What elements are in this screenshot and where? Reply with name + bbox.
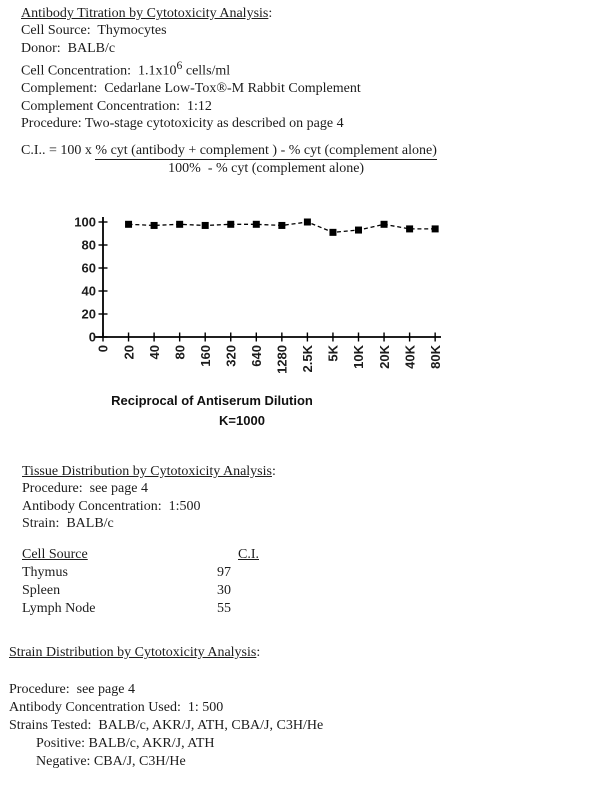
y-tick-label: 20 <box>81 306 96 322</box>
strains-positive-line: Positive: BALB/c, AKR/J, ATH <box>36 736 215 752</box>
y-tick-label: 60 <box>81 260 96 276</box>
x-tick-label: 80K <box>427 345 443 369</box>
x-axis-title: Reciprocal of Antiserum Dilution <box>111 393 313 408</box>
tissue-heading-text: Tissue Distribution by Cytotoxicity Analysis <box>22 464 272 479</box>
table-row <box>22 582 442 600</box>
data-point-marker <box>304 219 311 226</box>
tissue-heading-colon: : <box>271 464 276 479</box>
data-point-marker <box>176 221 183 228</box>
cell-concentration-unit: cells/ml <box>182 63 231 79</box>
formula-fraction <box>95 142 436 178</box>
ci-value: 30 <box>217 582 231 598</box>
tissue-heading <box>22 463 442 480</box>
data-point-marker <box>151 222 158 229</box>
tissue-strain-line: Strain: BALB/c <box>22 516 114 532</box>
cell-source-value: Spleen <box>22 582 61 598</box>
titration-chart <box>60 210 490 438</box>
x-tick-label: 640 <box>249 345 264 367</box>
tissue-table-header-row <box>22 546 442 564</box>
x-tick-label: 160 <box>197 345 213 367</box>
data-point-marker <box>125 221 132 228</box>
strains-tested-line: Strains Tested: BALB/c, AKR/J, ATH, CBA/J, C3H/He <box>9 718 324 734</box>
x-tick-label: 5K <box>325 345 341 362</box>
data-point-marker <box>406 225 413 232</box>
titration-heading <box>21 5 581 22</box>
formula-prefix: C.I.. = 100 x <box>21 142 96 158</box>
x-tick-label: 320 <box>223 345 239 367</box>
data-point-marker <box>381 221 388 228</box>
x-tick-label: 40K <box>402 345 418 369</box>
y-tick-label: 0 <box>88 329 96 345</box>
x-tick-label: 0 <box>95 345 111 353</box>
formula-denominator: 100% - % cyt (complement alone) <box>168 160 365 176</box>
formula-numerator: % cyt (antibody + complement ) - % cyt (complement alone) <box>95 142 437 158</box>
cell-source-value: Thymus <box>22 564 68 580</box>
table-row <box>22 600 442 618</box>
x-tick-label: 20K <box>376 345 392 369</box>
cell-concentration-line <box>21 57 581 80</box>
x-axis-note: K=1000 <box>219 413 265 428</box>
strains-negative-line: Negative: CBA/J, C3H/He <box>36 754 186 770</box>
cell-concentration-exponent: 6 <box>176 59 183 73</box>
tissue-table <box>22 546 442 618</box>
x-tick-label: 10K <box>351 345 367 369</box>
ci-value: 55 <box>217 600 231 616</box>
strain-procedure-line: Procedure: see page 4 <box>9 682 135 698</box>
ci-formula <box>21 142 581 178</box>
y-tick-label: 80 <box>81 237 96 253</box>
titration-heading-text: Antibody Titration by Cytotoxicity Analysis <box>21 6 269 21</box>
x-tick-label: 40 <box>146 345 162 360</box>
col-header-ci: C.I. <box>238 546 259 562</box>
complement-concentration-line: Complement Concentration: 1:12 <box>21 98 212 114</box>
cell-source-value: Lymph Node <box>22 600 96 616</box>
strain-heading <box>9 644 569 661</box>
y-tick-label: 40 <box>81 283 96 299</box>
tissue-procedure-line: Procedure: see page 4 <box>22 481 148 497</box>
data-point-marker <box>355 227 362 234</box>
x-tick-label: 20 <box>121 345 137 360</box>
titration-heading-colon: : <box>268 6 273 21</box>
x-tick-label: 80 <box>172 345 188 360</box>
procedure-line: Procedure: Two-stage cytotoxicity as described on page 4 <box>21 116 344 132</box>
strain-heading-text: Strain Distribution by Cytotoxicity Analysis <box>9 645 257 660</box>
table-row <box>22 564 442 582</box>
data-point-marker <box>329 229 336 236</box>
x-tick-label: 1280 <box>274 345 290 374</box>
data-point-marker <box>202 222 209 229</box>
complement-line: Complement: Cedarlane Low-Tox®-M Rabbit Complement <box>21 81 361 97</box>
y-tick-label: 100 <box>74 214 96 230</box>
strain-section <box>9 644 569 771</box>
titration-section <box>21 5 581 178</box>
data-point-marker <box>278 222 285 229</box>
strain-heading-colon: : <box>256 645 261 660</box>
cell-concentration-base: Cell Concentration: 1.1x10 <box>21 63 177 79</box>
data-point-marker <box>253 221 260 228</box>
strain-antibody-line: Antibody Concentration Used: 1: 500 <box>9 700 224 716</box>
data-point-marker <box>227 221 234 228</box>
cell-source-line: Cell Source: Thymocytes <box>21 23 167 39</box>
tissue-antibody-line: Antibody Concentration: 1:500 <box>22 498 201 514</box>
ci-value: 97 <box>217 564 231 580</box>
donor-line: Donor: BALB/c <box>21 40 116 56</box>
col-header-cell-source: Cell Source <box>22 546 88 562</box>
data-point-marker <box>432 225 439 232</box>
tissue-section <box>22 463 442 618</box>
x-tick-label: 2.5K <box>300 345 316 373</box>
